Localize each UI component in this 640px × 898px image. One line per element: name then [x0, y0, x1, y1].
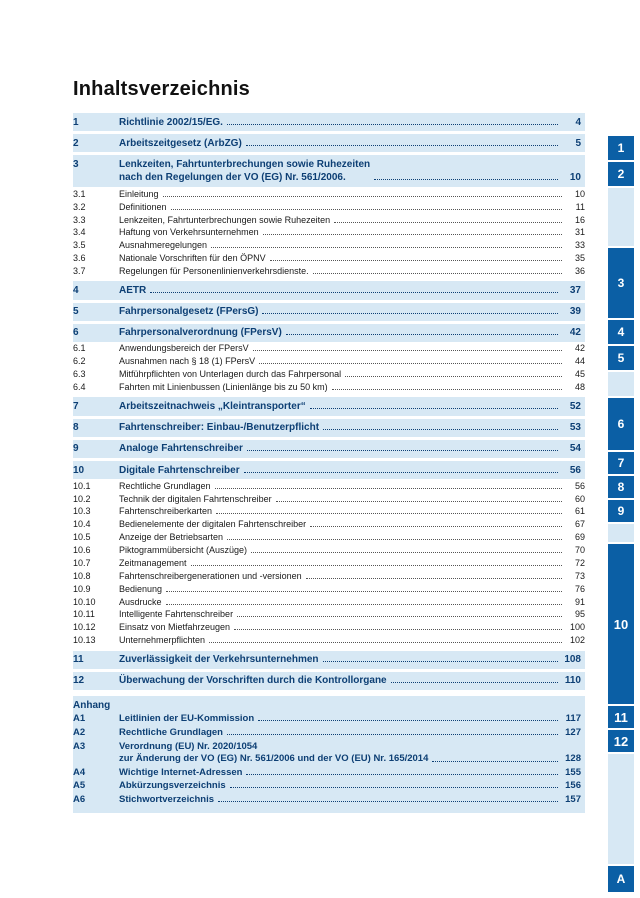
chapter-tab[interactable]: 11 [608, 706, 634, 728]
toc-chapter-label: Digitale Fahrtenschreiber [119, 464, 240, 476]
toc-chapter-label [119, 158, 370, 184]
appendix-number: A5 [73, 780, 86, 792]
toc-chapter-row[interactable] [73, 281, 585, 299]
toc-leader-dots [310, 407, 558, 409]
toc-subsection-number: 10.10 [73, 596, 96, 607]
toc-chapter-row[interactable] [73, 155, 585, 187]
appendix-page-number: 157 [565, 793, 581, 805]
appendix-label-line2: zur Änderung der VO (EG) Nr. 561/2006 und der VO (EU) Nr. 165/2014 [119, 753, 429, 765]
appendix-number: A4 [73, 766, 86, 778]
toc-chapter-number: 9 [73, 443, 79, 455]
toc-page-number: 37 [569, 284, 581, 296]
toc-subsection-label: Bedienung [119, 583, 163, 594]
chapter-tab[interactable]: 9 [608, 500, 634, 522]
toc-subsection-label: Technik der digitalen Fahrtenschreiber [119, 493, 272, 504]
toc-page-number: 60 [574, 493, 585, 504]
toc-subsection-label: Einsatz von Mietfahrzeugen [119, 622, 231, 633]
toc-subsection-label: Fahrtenschreiberkarten [119, 506, 213, 517]
toc-chapter-label: Fahrpersonalgesetz (FPersG) [119, 306, 259, 318]
toc-leader-dots [263, 233, 562, 235]
chapter-tab-spacer [608, 524, 634, 542]
appendix-label: Leitlinien der EU-Kommission [119, 713, 255, 725]
toc-leader-dots [253, 349, 562, 351]
appendix-label [119, 741, 428, 766]
chapter-tab-spacer [608, 754, 634, 864]
toc-chapter-label: Analoge Fahrtenschreiber [119, 443, 243, 455]
toc-subsection-label: Ausdrucke [119, 596, 162, 607]
appendix-number: A6 [73, 793, 86, 805]
toc-leader-dots [227, 123, 558, 125]
toc-subsection-row[interactable] [73, 609, 585, 622]
toc-subsection-number: 6.2 [73, 356, 86, 367]
toc-chapter-row[interactable] [73, 419, 585, 437]
toc-leader-dots [171, 208, 562, 210]
toc-subsection-label: Intelligente Fahrtenschreiber [119, 609, 234, 620]
toc-page-number: 108 [564, 654, 581, 666]
toc-subsection-row[interactable] [73, 506, 585, 519]
toc-page-number: 31 [574, 227, 585, 238]
toc-subsection-label: Mitführpflichten von Unterlagen durch das Fahrpersonal [119, 369, 342, 380]
toc-page-number: 42 [574, 343, 585, 354]
toc-leader-dots [209, 641, 562, 643]
toc-subsection-number: 10.13 [73, 635, 96, 646]
toc-subsection-label: Lenkzeiten, Fahrtunterbrechungen sowie Ruhezeiten [119, 214, 331, 225]
toc-chapter-number: 5 [73, 306, 79, 318]
toc-subsection-number: 10.2 [73, 493, 91, 504]
toc-subsection-row[interactable] [73, 356, 585, 369]
toc-leader-dots [345, 375, 562, 377]
toc-leader-dots [247, 449, 558, 451]
appendix-page-number: 156 [565, 780, 581, 792]
toc-leader-dots [374, 178, 558, 180]
toc-subsection-number: 3.6 [73, 253, 86, 264]
toc-subsection-number: 10.4 [73, 519, 91, 530]
toc-leader-dots [432, 760, 558, 762]
toc-subsection-number: 3.5 [73, 240, 86, 251]
toc-subsection-group [73, 188, 585, 278]
toc-leader-dots [163, 195, 562, 197]
toc-subsection-row[interactable] [73, 622, 585, 635]
toc-subsection-group [73, 343, 585, 395]
toc-chapter-number: 7 [73, 400, 79, 412]
toc-subsection-row[interactable] [73, 519, 585, 532]
toc-page-number: 36 [574, 266, 585, 276]
table-of-contents [73, 110, 585, 813]
toc-leader-dots [323, 660, 558, 662]
toc-subsection-number: 3.7 [73, 266, 86, 276]
toc-leader-dots [227, 733, 558, 735]
toc-leader-dots [246, 144, 558, 146]
toc-page-number: 53 [569, 422, 581, 434]
appendix-label: Wichtige Internet-Adressen [119, 766, 243, 778]
toc-leader-dots [191, 564, 562, 566]
toc-leader-dots [216, 512, 562, 514]
toc-chapter-number: 12 [73, 675, 85, 687]
toc-leader-dots [211, 246, 562, 248]
toc-page-number: 61 [574, 506, 585, 517]
toc-page-number: 35 [574, 253, 585, 264]
toc-leader-dots [310, 525, 562, 527]
toc-leader-dots [259, 362, 562, 364]
toc-subsection-row[interactable] [73, 635, 585, 648]
appendix-label: Abkürzungsverzeichnis [119, 780, 226, 792]
toc-page-number: 45 [574, 369, 585, 380]
chapter-tab[interactable]: 6 [608, 398, 634, 450]
toc-subsection-number: 10.5 [73, 532, 91, 543]
toc-subsection-number: 10.11 [73, 609, 95, 620]
toc-subsection-number: 10.8 [73, 570, 91, 581]
toc-leader-dots [166, 603, 562, 605]
chapter-tab[interactable]: 1 [608, 136, 634, 160]
toc-page-number: 72 [574, 557, 585, 568]
toc-page-number: 110 [564, 675, 581, 687]
toc-page-number: 16 [574, 214, 585, 225]
toc-chapter-number: 2 [73, 137, 79, 149]
toc-subsection-number: 10.3 [73, 506, 91, 517]
chapter-tab[interactable]: 2 [608, 162, 634, 186]
toc-leader-dots [323, 428, 558, 430]
toc-chapter-number: 1 [73, 116, 79, 128]
toc-page-number: 48 [574, 382, 585, 393]
chapter-tab[interactable]: 3 [608, 248, 634, 318]
toc-chapter-row[interactable] [73, 440, 585, 458]
toc-subsection-row[interactable] [73, 532, 585, 545]
toc-leader-dots [230, 786, 558, 788]
appendix-page-number: 155 [565, 766, 581, 778]
toc-subsection-row[interactable] [73, 201, 585, 214]
toc-chapter-row[interactable] [73, 461, 585, 479]
toc-chapter-label: Arbeitszeitnachweis „Kleintransporter“ [119, 400, 306, 412]
toc-subsection-row[interactable] [73, 545, 585, 558]
toc-page-number: 44 [574, 356, 585, 367]
toc-subsection-number: 6.4 [73, 382, 86, 393]
toc-page-number: 10 [574, 188, 585, 199]
toc-subsection-label: Fahrten mit Linienbussen (Linienlänge bis zu 50 km) [119, 382, 328, 393]
appendix-page-number: 127 [565, 726, 581, 738]
chapter-tab[interactable]: 5 [608, 346, 634, 370]
chapter-tab[interactable]: 10 [608, 544, 634, 704]
toc-subsection-number: 10.1 [73, 480, 91, 491]
toc-subsection-number: 3.2 [73, 201, 86, 212]
toc-subsection-label: Ausnahmeregelungen [119, 240, 208, 251]
toc-subsection-row[interactable] [73, 583, 585, 596]
toc-subsection-number: 10.6 [73, 545, 91, 556]
appendix-row[interactable] [73, 780, 581, 794]
toc-subsection-number: 3.1 [73, 188, 86, 199]
toc-subsection-label: Regelungen für Personenlinienverkehrsdienste. [119, 266, 309, 276]
toc-chapter-label-line2: nach den Regelungen der VO (EG) Nr. 561/2006. [119, 172, 346, 184]
toc-subsection-row[interactable] [73, 480, 585, 493]
toc-leader-dots [391, 681, 558, 683]
toc-chapter-label: AETR [119, 284, 147, 296]
chapter-tab-spacer [608, 372, 634, 396]
appendix-number: A3 [73, 740, 86, 752]
toc-chapter-number: 10 [73, 464, 85, 476]
toc-subsection-label: Ausnahmen nach § 18 (1) FPersV [119, 356, 256, 367]
toc-page-number: 56 [574, 480, 585, 491]
chapter-tab[interactable]: 12 [608, 730, 634, 752]
page-title: Inhaltsverzeichnis [73, 78, 250, 100]
appendix-page-number: 117 [565, 713, 581, 725]
toc-subsection-label: Nationale Vorschriften für den ÖPNV [119, 253, 266, 264]
toc-chapter-row[interactable] [73, 672, 585, 690]
chapter-tab[interactable]: A [608, 866, 634, 892]
toc-page-number: 5 [575, 137, 581, 149]
toc-page-number: 67 [574, 519, 585, 530]
toc-subsection-number: 10.12 [73, 622, 96, 633]
toc-subsection-label: Piktogrammübersicht (Auszüge) [119, 545, 248, 556]
toc-subsection-label: Fahrtenschreibergenerationen und -versionen [119, 570, 302, 581]
toc-chapter-label-line1: Lenkzeiten, Fahrtunterbrechungen sowie Ruhezeiten [119, 158, 371, 170]
toc-chapter-row[interactable] [73, 134, 585, 152]
chapter-tab[interactable]: 7 [608, 452, 634, 474]
toc-subsection-number: 10.9 [73, 583, 91, 594]
appendix-row[interactable] [73, 726, 581, 740]
toc-subsection-group [73, 480, 585, 647]
toc-subsection-row[interactable] [73, 570, 585, 583]
toc-leader-dots [332, 388, 562, 390]
toc-subsection-row[interactable] [73, 557, 585, 570]
toc-subsection-label: Definitionen [119, 201, 167, 212]
chapter-tab-strip [608, 136, 634, 894]
toc-subsection-label: Zeitmanagement [119, 557, 187, 568]
toc-page-number: 100 [569, 622, 585, 633]
toc-chapter-label: Überwachung der Vorschriften durch die Kontrollorgane [119, 675, 387, 687]
toc-chapter-label: Richtlinie 2002/15/EG. [119, 116, 223, 128]
toc-chapter-label: Fahrtenschreiber: Einbau-/Benutzerpflicht [119, 422, 320, 434]
appendix-number: A2 [73, 726, 86, 738]
toc-leader-dots [150, 291, 558, 293]
toc-chapter-number: 6 [73, 327, 79, 339]
toc-page-number: 69 [574, 532, 585, 543]
toc-chapter-row[interactable] [73, 113, 585, 131]
appendix-row[interactable] [73, 713, 581, 727]
toc-subsection-number: 3.3 [73, 214, 86, 225]
toc-subsection-number: 3.4 [73, 227, 86, 238]
toc-leader-dots [270, 259, 562, 261]
appendix-row[interactable] [73, 793, 581, 807]
appendix-label: Stichwortverzeichnis [119, 793, 215, 805]
toc-leader-dots [244, 471, 558, 473]
toc-subsection-number: 10.7 [73, 557, 91, 568]
toc-leader-dots [286, 333, 558, 335]
toc-page-number: 52 [569, 400, 581, 412]
toc-leader-dots [218, 800, 558, 802]
toc-leader-dots [262, 312, 558, 314]
toc-leader-dots [313, 272, 562, 274]
toc-subsection-row[interactable] [73, 240, 585, 253]
toc-subsection-row[interactable] [73, 253, 585, 266]
toc-page-number: 54 [569, 443, 581, 455]
toc-chapter-row[interactable] [73, 397, 585, 415]
toc-chapter-row[interactable] [73, 324, 585, 342]
appendix-page-number: 128 [565, 753, 581, 765]
toc-leader-dots [227, 538, 562, 540]
toc-page-number: 42 [569, 327, 581, 339]
toc-subsection-label: Anwendungsbereich der FPersV [119, 343, 249, 354]
toc-leader-dots [234, 628, 562, 630]
toc-page-number: 4 [575, 116, 581, 128]
toc-page-number: 10 [569, 172, 581, 184]
toc-leader-dots [246, 773, 558, 775]
toc-subsection-label: Haftung von Verkehrsunternehmen [119, 227, 259, 238]
toc-leader-dots [166, 590, 562, 592]
toc-leader-dots [334, 221, 562, 223]
chapter-tab-spacer [608, 188, 634, 246]
toc-chapter-label: Zuverlässigkeit der Verkehrsunternehmen [119, 654, 319, 666]
toc-subsection-row[interactable] [73, 382, 585, 395]
toc-page-number: 76 [574, 583, 585, 594]
toc-subsection-label: Anzeige der Betriebsarten [119, 532, 224, 543]
toc-chapter-number: 4 [73, 284, 79, 296]
chapter-tab[interactable]: 8 [608, 476, 634, 498]
toc-subsection-row[interactable] [73, 369, 585, 382]
toc-subsection-row[interactable] [73, 493, 585, 506]
toc-page-number: 91 [574, 596, 585, 607]
appendix-label-line1: Verordnung (EU) Nr. 2020/1054 [119, 740, 258, 752]
toc-chapter-row[interactable] [73, 303, 585, 321]
toc-subsection-number: 6.3 [73, 369, 86, 380]
toc-page-number: 70 [574, 545, 585, 556]
toc-chapter-label: Arbeitszeitgesetz (ArbZG) [119, 137, 242, 149]
toc-chapter-number: 8 [73, 422, 79, 434]
toc-subsection-row[interactable] [73, 188, 585, 201]
toc-page-number: 33 [574, 240, 585, 251]
toc-page-number: 39 [569, 306, 581, 318]
appendix-row[interactable] [73, 766, 581, 780]
appendix-section [73, 696, 585, 813]
toc-chapter-row[interactable] [73, 651, 585, 669]
toc-subsection-row[interactable] [73, 343, 585, 356]
toc-subsection-row[interactable] [73, 596, 585, 609]
toc-chapter-label: Fahrpersonalverordnung (FPersV) [119, 327, 282, 339]
toc-leader-dots [258, 719, 558, 721]
toc-subsection-row[interactable] [73, 214, 585, 227]
toc-subsection-label: Rechtliche Grundlagen [119, 480, 211, 491]
toc-chapter-number: 11 [73, 654, 84, 666]
toc-leader-dots [237, 615, 562, 617]
appendix-row[interactable] [73, 740, 581, 766]
appendix-label: Rechtliche Grundlagen [119, 726, 223, 738]
toc-subsection-label: Bedienelemente der digitalen Fahrtenschreiber [119, 519, 307, 530]
toc-page-number: 73 [574, 570, 585, 581]
toc-page-number: 95 [574, 609, 585, 620]
toc-subsection-row[interactable] [73, 266, 585, 279]
toc-leader-dots [306, 577, 562, 579]
toc-page-number: 56 [569, 464, 581, 476]
toc-page-number: 102 [569, 635, 585, 646]
chapter-tab[interactable]: 4 [608, 320, 634, 344]
toc-leader-dots [251, 551, 562, 553]
appendix-heading: Anhang [73, 699, 111, 711]
toc-chapter-number: 3 [73, 158, 79, 170]
toc-page-number: 11 [575, 201, 585, 212]
toc-subsection-row[interactable] [73, 227, 585, 240]
toc-subsection-label: Einleitung [119, 188, 159, 199]
toc-leader-dots [215, 487, 562, 489]
appendix-number: A1 [73, 713, 86, 725]
toc-subsection-number: 6.1 [73, 343, 86, 354]
toc-subsection-label: Unternehmerpflichten [119, 635, 206, 646]
toc-leader-dots [276, 500, 562, 502]
